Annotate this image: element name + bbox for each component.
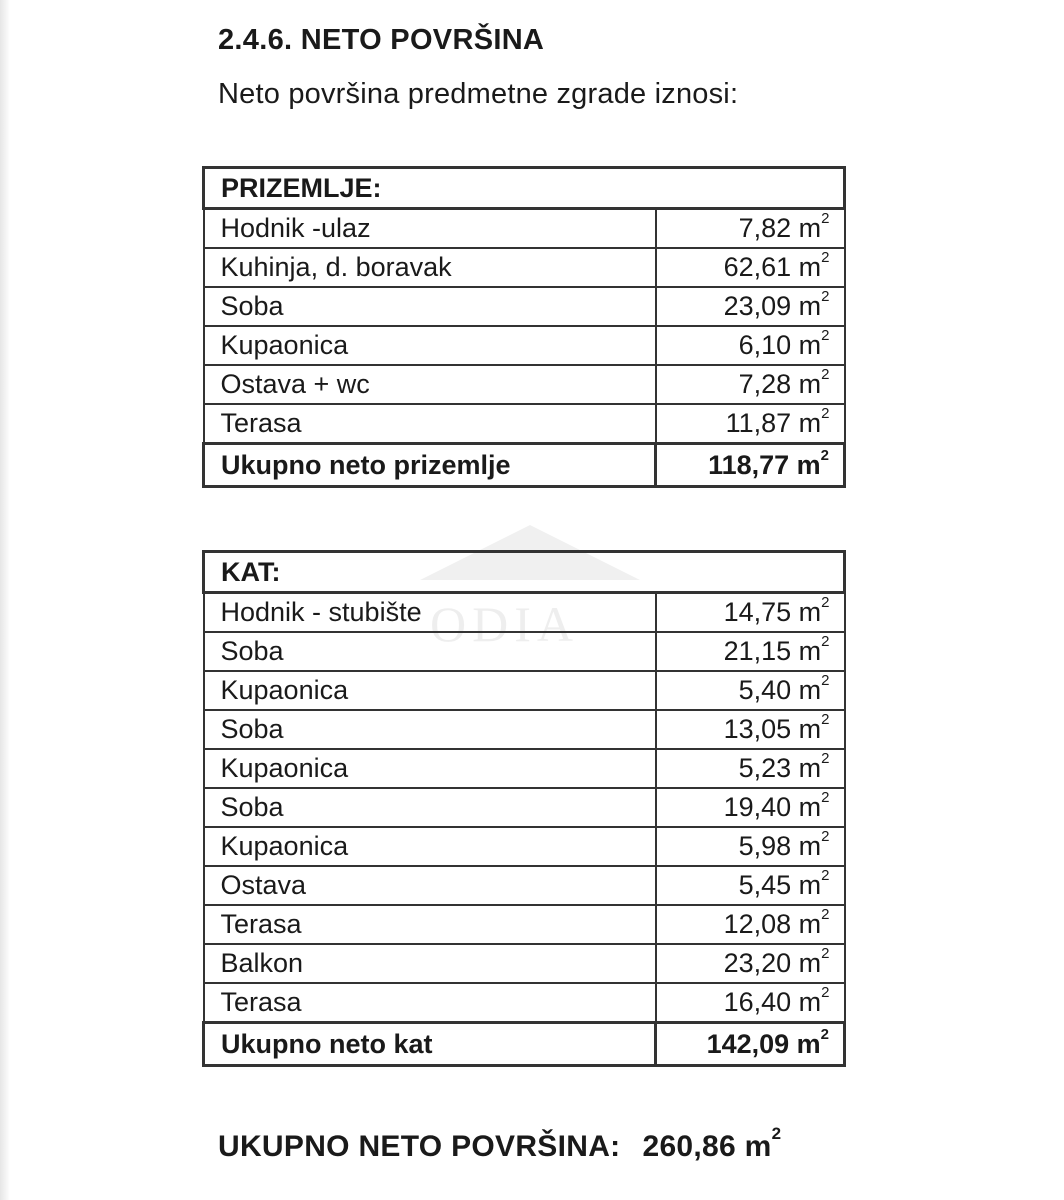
room-area [656,404,845,444]
ground-floor-title: PRIZEMLJE: [204,168,845,209]
ground-floor-body [204,168,845,487]
ground-floor-table [202,166,846,488]
table-row [204,905,845,944]
table-row [204,749,845,788]
area-exponent: 2 [821,249,830,266]
room-name: Soba [204,710,656,749]
area-exponent: 2 [821,867,830,884]
table-row [204,365,845,404]
room-name: Ostava + wc [204,365,656,404]
room-area [656,905,845,944]
room-name: Soba [204,632,656,671]
area-value: 5,23 m [738,753,822,783]
room-area [656,248,845,287]
area-value: 14,75 m [723,597,822,627]
room-area [656,944,845,983]
table-row [204,866,845,905]
area-exponent: 2 [821,828,830,845]
area-exponent: 2 [821,327,830,344]
room-area [656,632,845,671]
room-name: Kuhinja, d. boravak [204,248,656,287]
area-value: 7,28 m [738,369,822,399]
area-exponent: 2 [821,789,830,806]
room-name: Kupaonica [204,671,656,710]
area-exponent: 2 [821,633,830,650]
area-value: 62,61 m [723,252,822,282]
total-exponent: 2 [820,1025,830,1043]
table-row [204,632,845,671]
total-value: 142,09 m [706,1028,821,1059]
room-name: Ostava [204,866,656,905]
total-label: Ukupno neto kat [204,1023,656,1066]
area-exponent: 2 [821,945,830,962]
area-value: 21,15 m [723,636,822,666]
room-area [656,287,845,326]
area-value: 5,98 m [738,831,822,861]
table-row [204,944,845,983]
room-area [656,710,845,749]
total-value: 118,77 m [708,449,821,480]
area-exponent: 2 [821,210,830,227]
room-area [656,365,845,404]
room-area [656,827,845,866]
area-exponent: 2 [821,594,830,611]
area-value: 13,05 m [723,714,822,744]
area-value: 11,87 m [725,408,822,438]
area-exponent: 2 [821,405,830,422]
upper-floor-title: KAT: [204,552,845,593]
area-value: 6,10 m [738,330,822,360]
room-name: Soba [204,287,656,326]
table-row [204,827,845,866]
room-name: Hodnik - stubište [204,593,656,633]
area-value: 19,40 m [723,792,822,822]
area-exponent: 2 [821,984,830,1001]
room-area [656,983,845,1023]
area-exponent: 2 [821,366,830,383]
room-name: Terasa [204,404,656,444]
table-row [204,671,845,710]
watermark-text: ODIA [430,596,579,652]
table-row [204,209,845,249]
table-row [204,248,845,287]
total-exponent: 2 [820,446,830,464]
area-value: 5,45 m [738,870,822,900]
upper-floor-table [202,550,846,1067]
room-name: Balkon [204,944,656,983]
table-total-row [204,444,845,487]
area-exponent: 2 [821,288,830,305]
table-row [204,326,845,365]
table-total-row [204,1023,845,1066]
room-area [656,326,845,365]
grand-total-label: UKUPNO NETO POVRŠINA: [218,1130,621,1163]
area-value: 12,08 m [723,909,822,939]
area-value: 5,40 m [738,675,822,705]
room-name: Kupaonica [204,749,656,788]
table-row [204,983,845,1023]
room-area [656,209,845,249]
area-exponent: 2 [821,711,830,728]
grand-total-value [642,1124,782,1163]
room-area [656,866,845,905]
room-area [656,593,845,633]
table-row [204,593,845,633]
area-value: 16,40 m [723,987,822,1017]
room-area [656,671,845,710]
grand-total-number: 260,86 m [642,1130,772,1163]
area-value: 23,20 m [723,948,822,978]
table-header-row [204,168,845,209]
upper-floor-body [204,552,845,1066]
room-name: Terasa [204,905,656,944]
room-name: Soba [204,788,656,827]
room-name: Kupaonica [204,827,656,866]
area-exponent: 2 [821,750,830,767]
area-exponent: 2 [821,672,830,689]
area-value: 7,82 m [738,213,822,243]
area-value: 23,09 m [723,291,822,321]
table-row [204,788,845,827]
intro-text: Neto površina predmetne zgrade iznosi: [218,78,739,110]
room-area [656,788,845,827]
total-area [656,444,845,487]
room-name: Kupaonica [204,326,656,365]
table-header-row [204,552,845,593]
total-label: Ukupno neto prizemlje [204,444,656,487]
page-edge-shadow [0,0,10,1200]
area-exponent: 2 [821,906,830,923]
room-name: Hodnik -ulaz [204,209,656,249]
grand-total-exponent: 2 [771,1124,782,1143]
room-name: Terasa [204,983,656,1023]
section-heading: 2.4.6. NETO POVRŠINA [218,24,545,56]
room-area [656,749,845,788]
total-area [656,1023,845,1066]
table-row [204,404,845,444]
grand-total [218,1124,782,1164]
table-row [204,710,845,749]
table-row [204,287,845,326]
